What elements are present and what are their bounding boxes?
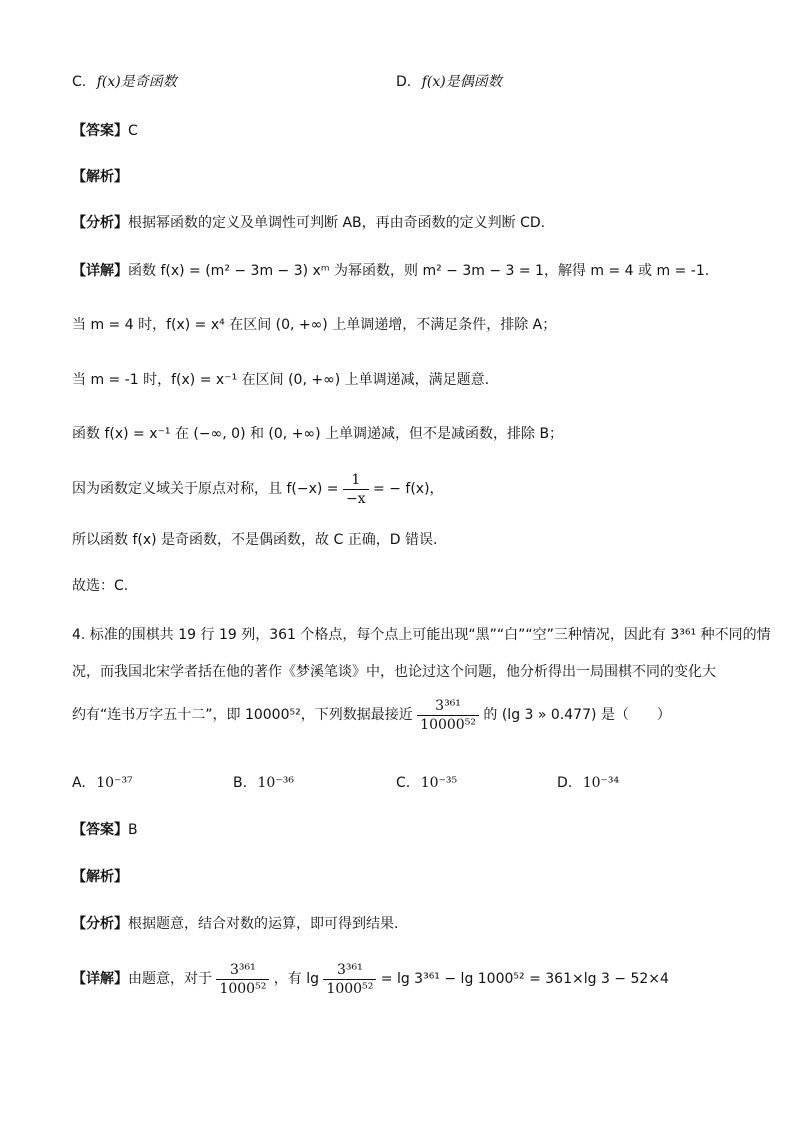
q3-answer — [72, 121, 138, 141]
answer-tag: 【答案】 — [72, 123, 128, 139]
q4-xiangjie-fraction-1 — [216, 961, 269, 998]
q4-xiangjie-mid: ，有 lg — [273, 971, 319, 987]
q3-line-m-neg1: 当 m = -1 时，f(x) = x⁻¹ 在区间 (0, +∞) 上单调递减，满足题意. — [72, 372, 490, 388]
option-c — [72, 72, 177, 92]
q4-fraction-den: 10000⁵² — [420, 716, 476, 733]
q3-line-m4: 当 m = 4 时，f(x) = x⁴ 在区间 (0, +∞) 上单调递增，不满足条件，排除 A； — [72, 317, 557, 333]
q4-analysis-tag: 【解析】 — [72, 869, 128, 885]
option-c-text: f(x)是奇函数 — [96, 74, 177, 90]
q4-option-d-label: D. — [557, 775, 573, 791]
q4-xiangjie-tag: 【详解】 — [72, 971, 128, 987]
q4-answer-value: B — [128, 822, 138, 838]
sym-fraction-den: −x — [345, 490, 366, 507]
q3-xiangjie — [72, 261, 709, 281]
xiangjie-text: 函数 f(x) = (m² − 3m − 3) xᵐ 为幂函数，则 m² − 3m − 3 = 1，解得 m = 4 或 m = -1. — [128, 263, 710, 279]
q4-fraction-num: 3³⁶¹ — [417, 697, 479, 716]
sym-pre: 因为函数定义域关于原点对称，且 f(−x) = — [72, 481, 339, 497]
q4-xiangjie-den-2: 1000⁵² — [326, 980, 374, 997]
analysis-tag: 【解析】 — [72, 169, 128, 185]
q4-answer — [72, 820, 138, 840]
sym-post: = − f(x)， — [373, 481, 444, 497]
q4-line1: 4. 标准的围棋共 19 行 19 列，361 个格点，每个点上可能出现“黑”“白”“空”三种情况，因此有 3³⁶¹ 种不同的情 — [72, 627, 771, 643]
q3-analysis-header — [72, 167, 128, 187]
q4-line2: 况，而我国北宋学者括在他的著作《梦溪笔谈》中，也论过这个问题，他分析得出一局围棋不同的变化大 — [72, 664, 716, 680]
option-d-text: f(x)是偶函数 — [421, 74, 502, 90]
fenxi-tag: 【分析】 — [72, 215, 128, 231]
option-d-label: D. — [396, 74, 412, 90]
q4-fraction — [417, 697, 479, 734]
q4-line3 — [72, 694, 671, 736]
fenxi-text: 根据幂函数的定义及单调性可判断 AB，再由奇函数的定义判断 CD. — [128, 215, 546, 231]
q4-xiangjie — [72, 958, 669, 1000]
q4-option-c-label: C. — [396, 775, 411, 791]
q3-line-choose: 故选：C. — [72, 578, 129, 594]
q4-fenxi-text: 根据题意，结合对数的运算，即可得到结果. — [128, 916, 399, 932]
q4-option-c — [396, 773, 457, 793]
q3-fenxi — [72, 213, 545, 233]
q4-answer-tag: 【答案】 — [72, 822, 128, 838]
q4-option-a-value: 10⁻³⁷ — [96, 775, 133, 791]
q4-fenxi-tag: 【分析】 — [72, 916, 128, 932]
q4-option-b — [233, 773, 294, 793]
option-c-label: C. — [72, 74, 87, 90]
q4-line3-post: 的 (lg 3 » 0.477) 是（ ） — [483, 707, 671, 723]
answer-value: C — [128, 123, 138, 139]
q3-line-func: 函数 f(x) = x⁻¹ 在 (−∞, 0) 和 (0, +∞) 上单调递减，但不是减函数，排除 B； — [72, 426, 564, 442]
q4-xiangjie-pre: 由题意，对于 — [128, 971, 212, 987]
q4-option-a — [72, 773, 133, 793]
sym-fraction-num: 1 — [343, 471, 369, 490]
q3-line-sym — [72, 470, 444, 508]
q4-xiangjie-post: = lg 3³⁶¹ − lg 1000⁵² = 361×lg 3 − 52×4 — [380, 971, 669, 987]
q4-xiangjie-num-2: 3³⁶¹ — [323, 961, 376, 980]
q4-option-c-value: 10⁻³⁵ — [420, 775, 458, 791]
q4-option-a-label: A. — [72, 775, 86, 791]
q4-fenxi — [72, 914, 398, 934]
q4-analysis-header — [72, 867, 128, 887]
xiangjie-tag: 【详解】 — [72, 263, 128, 279]
q4-option-d-value: 10⁻³⁴ — [582, 775, 620, 791]
q3-line-so: 所以函数 f(x) 是奇函数，不是偶函数，故 C 正确，D 错误. — [72, 532, 438, 548]
q4-xiangjie-fraction-2 — [323, 961, 376, 998]
q4-option-b-label: B. — [233, 775, 248, 791]
q4-option-d — [557, 773, 619, 793]
option-d — [396, 72, 502, 92]
q4-xiangjie-num-1: 3³⁶¹ — [216, 961, 269, 980]
q4-xiangjie-den-1: 1000⁵² — [219, 980, 267, 997]
q4-line3-pre: 约有“连书万字五十二”，即 10000⁵²，下列数据最接近 — [72, 707, 413, 723]
q4-option-b-value: 10⁻³⁶ — [257, 775, 294, 791]
sym-fraction — [343, 471, 369, 508]
